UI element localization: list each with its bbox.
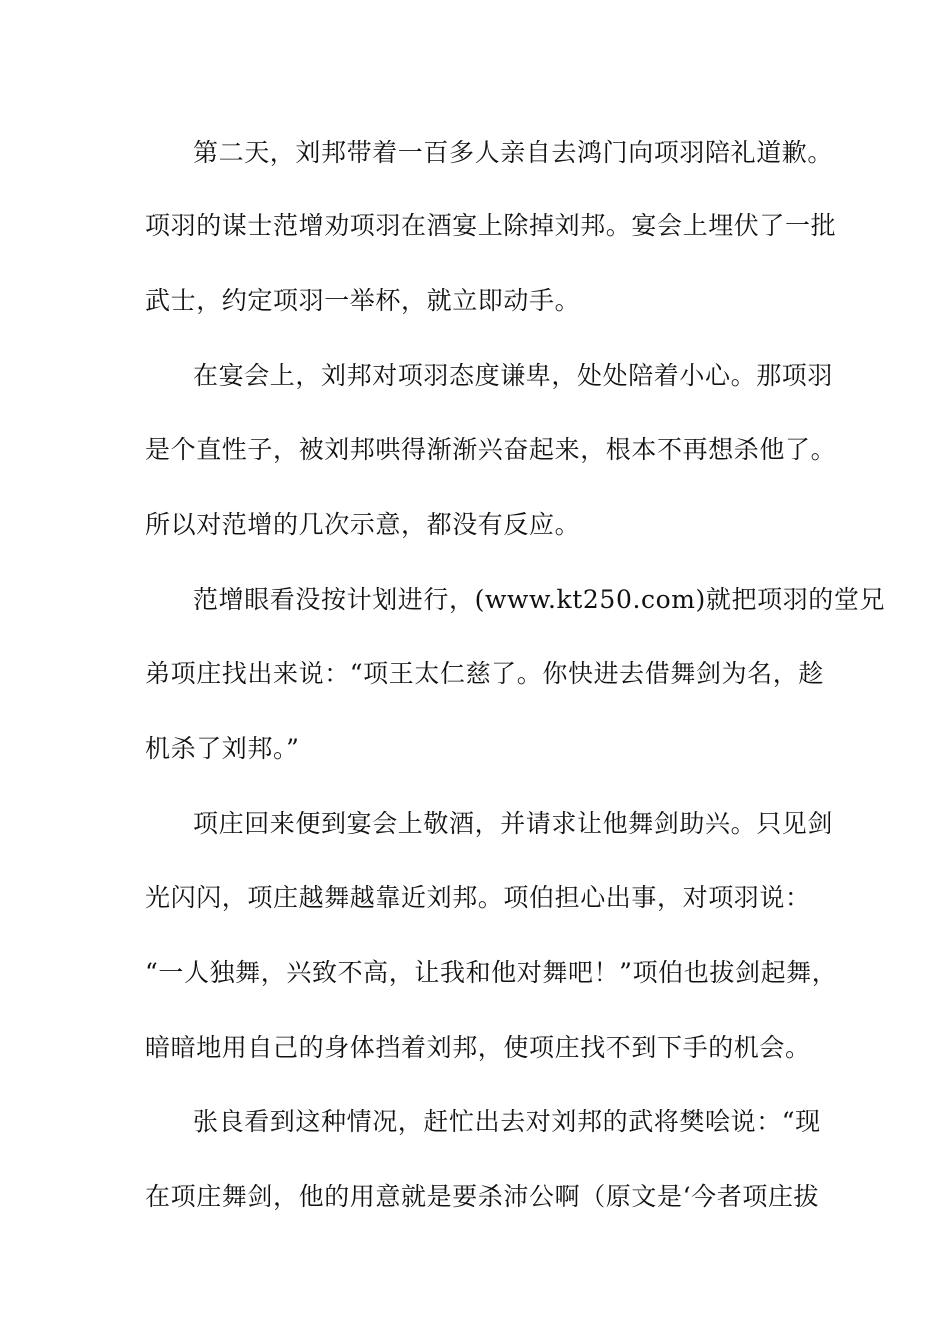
text-line: 弟项庄找出来说：“项王太仁慈了。你快进去借舞剑为名，趁 [145, 659, 824, 688]
text-line: 在项庄舞剑，他的用意就是要杀沛公啊（原文是‘今者项庄拔 [145, 1182, 820, 1211]
text-line: “一人独舞，兴致不高，让我和他对舞吧！”项伯也拔剑起舞， [145, 958, 838, 987]
text-line: 所以对范增的几次示意，都没有反应。 [145, 510, 581, 539]
text-line: 第二天，刘邦带着一百多人亲自去鸿门向项羽陪礼道歉。 [193, 138, 834, 167]
text-line: 光闪闪，项庄越舞越靠近刘邦。项伯担心出事，对项羽说： [145, 883, 811, 912]
text-line: 项羽的谋士范增劝项羽在酒宴上除掉刘邦。宴会上埋伏了一批 [145, 211, 837, 240]
text-line: 项庄回来便到宴会上敬酒，并请求让他舞剑助兴。只见剑 [193, 809, 834, 838]
text-line: 武士，约定项羽一举杯，就立即动手。 [145, 286, 581, 315]
text-line: 在宴会上，刘邦对项羽态度谦卑，处处陪着小心。那项羽 [193, 361, 834, 390]
text-line: 机杀了刘邦。” [145, 734, 300, 763]
text-line: 暗暗地用自己的身体挡着刘邦，使项庄找不到下手的机会。 [145, 1033, 811, 1062]
text-line: 范增眼看没按计划进行，(www.kt250.com)就把项羽的堂兄 [193, 585, 886, 614]
text-line: 张良看到这种情况，赶忙出去对刘邦的武将樊哙说：“现 [193, 1107, 821, 1136]
text-line: 是个直性子，被刘邦哄得渐渐兴奋起来，根本不再想杀他了。 [145, 435, 837, 464]
